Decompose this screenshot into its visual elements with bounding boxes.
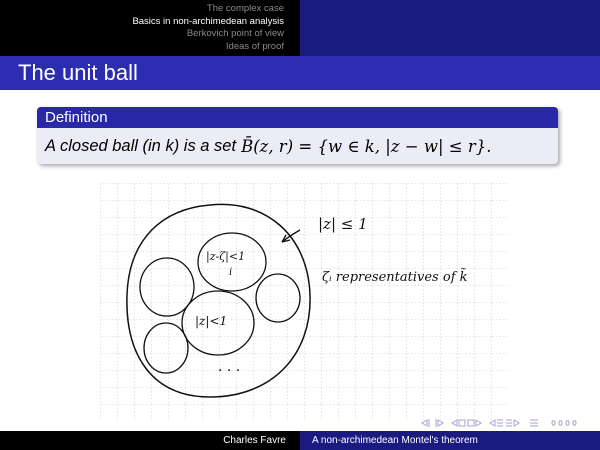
prev-section-icon[interactable]	[490, 420, 503, 426]
footer-title-panel	[300, 431, 600, 450]
center-ball-label: |z|<1	[195, 314, 228, 328]
unit-ball-sketch	[100, 183, 508, 421]
representatives-note: ζᵢ representatives of k̃	[322, 270, 468, 285]
frame-title-bar	[0, 56, 600, 90]
beamer-navigation-controls	[418, 417, 588, 429]
slide-footer	[0, 431, 600, 450]
definition-body	[37, 128, 558, 164]
definition-formula: B̄(z, r) = {w ∈ k, |z − w| ≤ r}.	[241, 136, 492, 156]
next-subsection-icon[interactable]	[468, 420, 481, 426]
ellipsis-dots: . . .	[218, 359, 241, 375]
nav-section-berkovich[interactable]: Berkovich point of view	[186, 28, 284, 39]
graph-paper-grid	[100, 183, 508, 421]
section-list	[0, 0, 300, 56]
page-title: The unit ball	[18, 60, 138, 85]
footer-author-panel	[0, 431, 300, 450]
next-frame-icon[interactable]	[436, 419, 443, 427]
header-right-panel	[300, 0, 600, 56]
definition-text: A closed ball (in k) is a set	[45, 136, 237, 155]
nav-section-ideas-of-proof[interactable]: Ideas of proof	[225, 40, 284, 52]
nav-section-complex-case[interactable]: The complex case	[206, 3, 284, 14]
prev-frame-icon[interactable]	[422, 419, 429, 427]
small-ball-label: |z-ζ|<1	[206, 250, 246, 263]
outer-ball-label: |z| ≤ 1	[318, 215, 368, 233]
section-navigation	[0, 0, 600, 56]
prev-subsection-icon[interactable]	[452, 420, 465, 426]
footer-talk-title: A non-archimedean Montel's theorem	[312, 435, 478, 446]
search-icon[interactable]	[552, 421, 576, 426]
footer-author: Charles Favre	[223, 435, 286, 446]
nav-section-basics[interactable]: Basics in non-archimedean analysis	[132, 15, 284, 27]
definition-heading: Definition	[37, 107, 558, 128]
small-ball-point-label: i	[229, 267, 233, 278]
toc-icon[interactable]	[530, 420, 538, 426]
next-section-icon[interactable]	[506, 420, 519, 426]
definition-block	[37, 107, 558, 164]
